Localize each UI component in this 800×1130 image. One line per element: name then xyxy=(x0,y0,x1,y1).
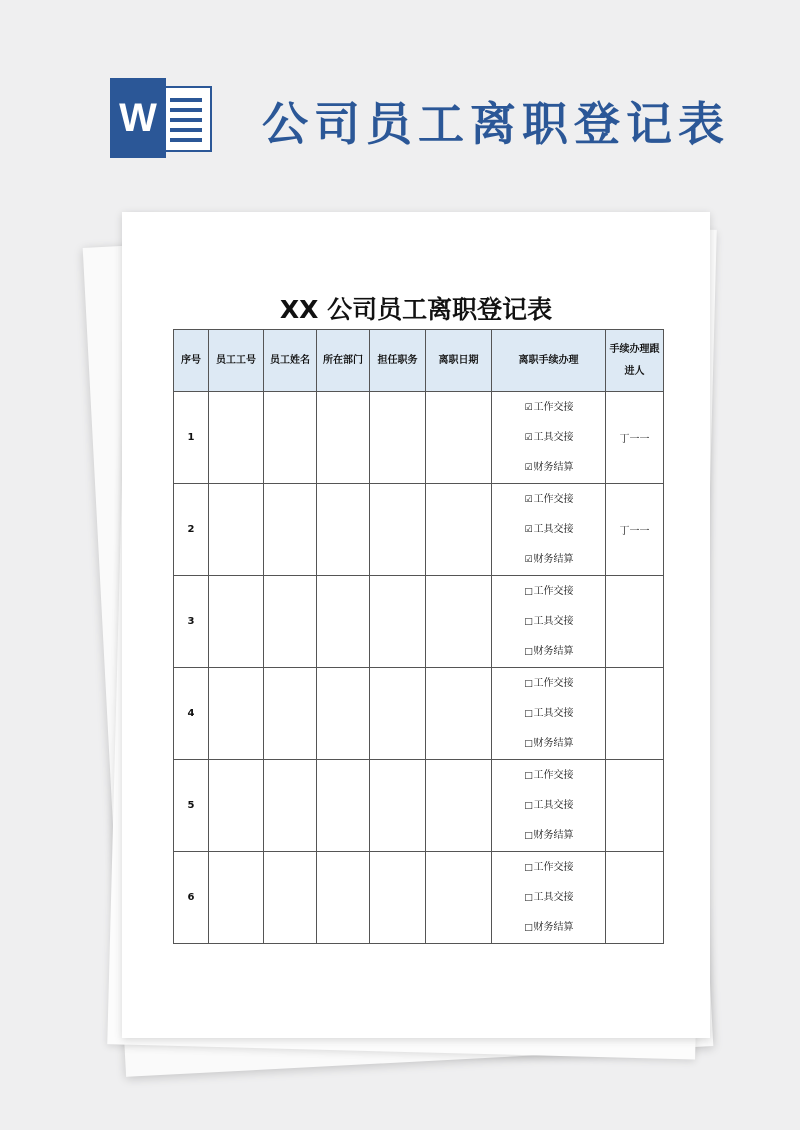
procedure-item[interactable] xyxy=(492,853,605,883)
procedure-label: 工具交接 xyxy=(533,707,574,719)
procedure-item[interactable] xyxy=(492,791,605,821)
unchecked-box-icon[interactable]: □ xyxy=(524,646,533,657)
procedure-item[interactable] xyxy=(492,699,605,729)
cell-employee-name[interactable] xyxy=(264,668,317,760)
document-page xyxy=(122,212,710,1038)
cell-position[interactable] xyxy=(370,392,426,484)
registration-table xyxy=(173,329,664,944)
cell-department[interactable] xyxy=(317,852,370,944)
procedure-item[interactable] xyxy=(492,761,605,791)
cell-procedures xyxy=(492,576,606,668)
header-position: 担任职务 xyxy=(370,330,426,392)
cell-department[interactable] xyxy=(317,576,370,668)
header-department: 所在部门 xyxy=(317,330,370,392)
cell-leave-date[interactable] xyxy=(426,392,492,484)
unchecked-box-icon[interactable]: □ xyxy=(524,892,533,903)
checked-box-icon[interactable]: ☑ xyxy=(524,432,533,443)
cell-employee-name[interactable] xyxy=(264,852,317,944)
cell-follower[interactable] xyxy=(606,668,664,760)
unchecked-box-icon[interactable]: □ xyxy=(524,616,533,627)
banner-title: 公司员工离职登记表 xyxy=(262,97,730,151)
table-row xyxy=(174,576,664,668)
table-header-row xyxy=(174,330,664,392)
procedure-label: 财务结算 xyxy=(533,829,574,841)
procedure-label: 财务结算 xyxy=(533,461,574,473)
cell-employee-id[interactable] xyxy=(209,484,264,576)
checked-box-icon[interactable]: ☑ xyxy=(524,554,533,565)
procedure-item[interactable] xyxy=(492,393,605,423)
cell-employee-name[interactable] xyxy=(264,484,317,576)
procedure-item[interactable] xyxy=(492,637,605,667)
header-employee-id: 员工工号 xyxy=(209,330,264,392)
cell-follower[interactable] xyxy=(606,852,664,944)
procedure-item[interactable] xyxy=(492,669,605,699)
table-row xyxy=(174,668,664,760)
procedure-label: 财务结算 xyxy=(533,737,574,749)
cell-position[interactable] xyxy=(370,484,426,576)
cell-follower[interactable]: 丁一一 xyxy=(606,484,664,576)
row-seq: 1 xyxy=(174,392,209,484)
checked-box-icon[interactable]: ☑ xyxy=(524,494,533,505)
cell-procedures xyxy=(492,484,606,576)
procedure-label: 工作交接 xyxy=(533,493,574,505)
unchecked-box-icon[interactable]: □ xyxy=(524,586,533,597)
header-follower: 手续办理跟进人 xyxy=(606,330,664,392)
cell-leave-date[interactable] xyxy=(426,852,492,944)
cell-employee-id[interactable] xyxy=(209,392,264,484)
cell-department[interactable] xyxy=(317,392,370,484)
unchecked-box-icon[interactable]: □ xyxy=(524,738,533,749)
document-title: XX 公司员工离职登记表 xyxy=(279,295,553,324)
procedure-item[interactable] xyxy=(492,729,605,759)
procedure-item[interactable] xyxy=(492,515,605,545)
cell-department[interactable] xyxy=(317,668,370,760)
cell-employee-name[interactable] xyxy=(264,392,317,484)
procedure-label: 工作交接 xyxy=(533,861,574,873)
procedure-item[interactable] xyxy=(492,913,605,943)
row-seq: 5 xyxy=(174,760,209,852)
cell-follower[interactable] xyxy=(606,576,664,668)
table-row xyxy=(174,484,664,576)
unchecked-box-icon[interactable]: □ xyxy=(524,830,533,841)
unchecked-box-icon[interactable]: □ xyxy=(524,800,533,811)
procedure-item[interactable] xyxy=(492,423,605,453)
procedure-item[interactable] xyxy=(492,821,605,851)
cell-leave-date[interactable] xyxy=(426,484,492,576)
procedure-label: 工作交接 xyxy=(533,401,574,413)
cell-employee-id[interactable] xyxy=(209,576,264,668)
procedure-item[interactable] xyxy=(492,883,605,913)
header-employee-name: 员工姓名 xyxy=(264,330,317,392)
cell-follower[interactable] xyxy=(606,760,664,852)
procedure-item[interactable] xyxy=(492,453,605,483)
procedure-item[interactable] xyxy=(492,545,605,575)
cell-leave-date[interactable] xyxy=(426,576,492,668)
table-row xyxy=(174,392,664,484)
row-seq: 4 xyxy=(174,668,209,760)
cell-position[interactable] xyxy=(370,576,426,668)
cell-employee-name[interactable] xyxy=(264,576,317,668)
procedure-label: 工作交接 xyxy=(533,677,574,689)
unchecked-box-icon[interactable]: □ xyxy=(524,708,533,719)
cell-employee-name[interactable] xyxy=(264,760,317,852)
header-leave-date: 离职日期 xyxy=(426,330,492,392)
procedure-label: 工作交接 xyxy=(533,769,574,781)
unchecked-box-icon[interactable]: □ xyxy=(524,678,533,689)
checked-box-icon[interactable]: ☑ xyxy=(524,524,533,535)
procedure-label: 财务结算 xyxy=(533,645,574,657)
word-icon xyxy=(110,78,215,158)
cell-department[interactable] xyxy=(317,484,370,576)
table-row xyxy=(174,760,664,852)
procedure-item[interactable] xyxy=(492,485,605,515)
cell-position[interactable] xyxy=(370,760,426,852)
cell-employee-id[interactable] xyxy=(209,668,264,760)
cell-position[interactable] xyxy=(370,852,426,944)
cell-department[interactable] xyxy=(317,760,370,852)
unchecked-box-icon[interactable]: □ xyxy=(524,922,533,933)
procedure-label: 工具交接 xyxy=(533,431,574,443)
procedure-label: 工具交接 xyxy=(533,523,574,535)
header-seq: 序号 xyxy=(174,330,209,392)
header-procedures: 离职手续办理 xyxy=(492,330,606,392)
procedure-label: 工具交接 xyxy=(533,615,574,627)
checked-box-icon[interactable]: ☑ xyxy=(524,462,533,473)
checked-box-icon[interactable]: ☑ xyxy=(524,402,533,413)
cell-position[interactable] xyxy=(370,668,426,760)
cell-leave-date[interactable] xyxy=(426,668,492,760)
cell-procedures xyxy=(492,852,606,944)
cell-follower[interactable]: 丁一一 xyxy=(606,392,664,484)
cell-employee-id[interactable] xyxy=(209,852,264,944)
cell-procedures xyxy=(492,668,606,760)
unchecked-box-icon[interactable]: □ xyxy=(524,770,533,781)
procedure-label: 工作交接 xyxy=(533,585,574,597)
word-badge: W xyxy=(110,78,166,158)
procedure-label: 财务结算 xyxy=(533,553,574,565)
unchecked-box-icon[interactable]: □ xyxy=(524,862,533,873)
table-row xyxy=(174,852,664,944)
procedure-item[interactable] xyxy=(492,577,605,607)
row-seq: 6 xyxy=(174,852,209,944)
row-seq: 2 xyxy=(174,484,209,576)
cell-procedures xyxy=(492,760,606,852)
procedure-label: 财务结算 xyxy=(533,921,574,933)
cell-leave-date[interactable] xyxy=(426,760,492,852)
row-seq: 3 xyxy=(174,576,209,668)
procedure-item[interactable] xyxy=(492,607,605,637)
cell-employee-id[interactable] xyxy=(209,760,264,852)
procedure-label: 工具交接 xyxy=(533,799,574,811)
cell-procedures xyxy=(492,392,606,484)
procedure-label: 工具交接 xyxy=(533,891,574,903)
